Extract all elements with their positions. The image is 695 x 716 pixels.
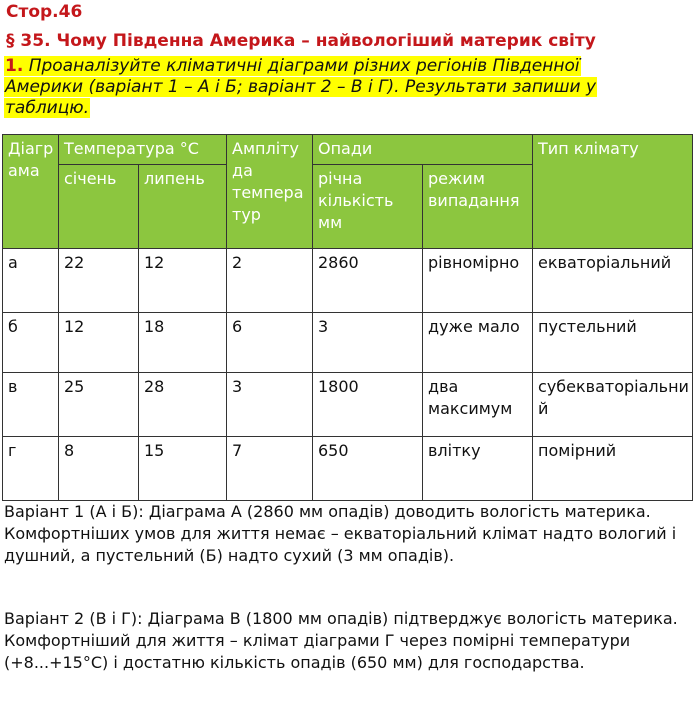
table-row bbox=[3, 373, 693, 437]
table-row bbox=[3, 437, 693, 501]
cell-january: 12 bbox=[59, 313, 139, 373]
header-regime: режим випадання bbox=[423, 165, 533, 249]
cell-regime: дуже мало bbox=[423, 313, 533, 373]
cell-january: 22 bbox=[59, 249, 139, 313]
cell-july: 12 bbox=[139, 249, 227, 313]
header-climate-type: Тип клімату bbox=[533, 135, 693, 249]
answer-variant-2: Варіант 2 (В і Г): Діаграма В (1800 мм опадів) підтверджує вологість материка. Комфортніший для життя – клімат діаграми Г через помірні температури (+8...+15°С) і достатню кількість опадів (650 мм) для господарства. bbox=[4, 609, 678, 672]
cell-diagram: а bbox=[3, 249, 59, 313]
cell-amplitude: 7 bbox=[227, 437, 313, 501]
cell-july: 28 bbox=[139, 373, 227, 437]
table-row bbox=[3, 249, 693, 313]
cell-january: 8 bbox=[59, 437, 139, 501]
cell-january: 25 bbox=[59, 373, 139, 437]
header-annual: річна кількість мм bbox=[313, 165, 423, 249]
cell-diagram: г bbox=[3, 437, 59, 501]
cell-climate: субекваторіальний bbox=[533, 373, 693, 437]
table-row bbox=[3, 313, 693, 373]
task-text: Проаналізуйте кліматичні діаграми різних регіонів Південної Америки (варіант 1 – А і Б; варіант 2 – В і Г). Результати запиши у таблицю. bbox=[5, 56, 597, 118]
cell-regime: влітку bbox=[423, 437, 533, 501]
cell-diagram: б bbox=[3, 313, 59, 373]
cell-amplitude: 2 bbox=[227, 249, 313, 313]
cell-annual: 3 bbox=[313, 313, 423, 373]
cell-annual: 650 bbox=[313, 437, 423, 501]
header-diagram: Діаграма bbox=[3, 135, 59, 249]
cell-amplitude: 6 bbox=[227, 313, 313, 373]
cell-diagram: в bbox=[3, 373, 59, 437]
header-july: липень bbox=[139, 165, 227, 249]
task-instruction bbox=[4, 56, 644, 119]
header-temperature: Температура °С bbox=[59, 135, 227, 165]
cell-climate: екваторіальний bbox=[533, 249, 693, 313]
task-number: 1. bbox=[5, 56, 24, 76]
cell-regime: рівномірно bbox=[423, 249, 533, 313]
header-january: січень bbox=[59, 165, 139, 249]
cell-climate: помірний bbox=[533, 437, 693, 501]
cell-july: 18 bbox=[139, 313, 227, 373]
cell-amplitude: 3 bbox=[227, 373, 313, 437]
cell-july: 15 bbox=[139, 437, 227, 501]
cell-climate: пустельний bbox=[533, 313, 693, 373]
climate-table bbox=[2, 134, 693, 501]
section-title: § 35. Чому Південна Америка – найвологіший материк світу bbox=[6, 31, 596, 51]
header-amplitude: Амплітуда температур bbox=[227, 135, 313, 249]
cell-regime: два максимум bbox=[423, 373, 533, 437]
answer-variant-1: Варіант 1 (А і Б): Діаграма А (2860 мм опадів) доводить вологість материка. Комфортніших умов для життя немає – екваторіальний клімат надто вологий і душний, а пустельний (Б) надто сухий (3 мм опадів). bbox=[4, 502, 677, 565]
cell-annual: 1800 bbox=[313, 373, 423, 437]
page-label: Стор.46 bbox=[6, 2, 83, 22]
header-precipitation: Опади bbox=[313, 135, 533, 165]
cell-annual: 2860 bbox=[313, 249, 423, 313]
